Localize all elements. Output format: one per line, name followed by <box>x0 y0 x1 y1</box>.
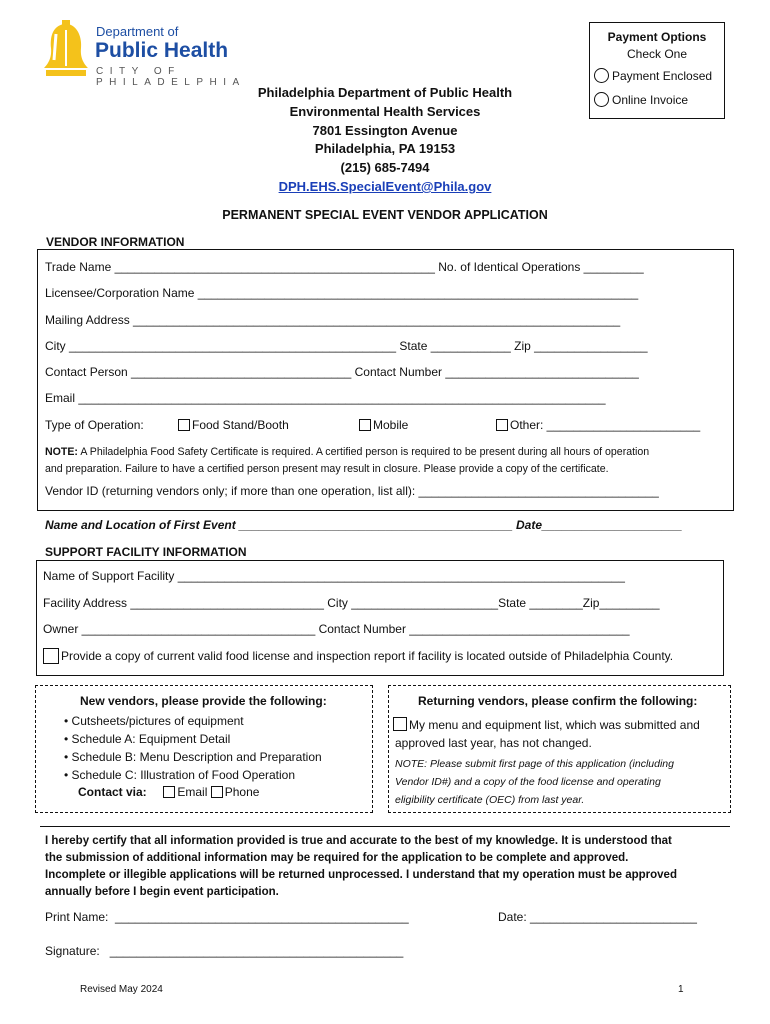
contact-phone-checkbox[interactable] <box>211 786 223 798</box>
org-name: Philadelphia Department of Public Health <box>257 85 513 100</box>
certification-rule <box>40 826 730 827</box>
revised-date: Revised May 2024 <box>80 984 163 995</box>
returning-confirm-checkbox[interactable] <box>393 717 407 731</box>
street-address: 7801 Essington Avenue <box>312 122 458 138</box>
division-name: Environmental Health Services <box>289 103 481 119</box>
logo-line-3: CITY OF PHILADELPHIA <box>96 66 246 88</box>
payment-options-box <box>589 22 725 119</box>
list-item: • Schedule C: Illustration of Food Operation <box>64 768 296 782</box>
type-of-operation-label: Type of Operation: <box>45 418 144 432</box>
owner-field[interactable]: Owner ___________________________________ Contact Number _________________________________ <box>43 622 630 636</box>
first-event-field[interactable]: Name and Location of First Event _________________________________________ Date_____________________ <box>45 518 683 532</box>
email-field[interactable]: Email _______________________________________________________________________________ <box>45 391 606 405</box>
logo-line-2: Public Health <box>95 39 229 62</box>
online-invoice-radio[interactable] <box>594 92 609 107</box>
returning-note: NOTE: Please submit first page of this application (including Vendor ID#) and a copy of the food license and operating eligibility certificate (OEC) from last year. <box>395 758 674 806</box>
mailing-address-field[interactable]: Mailing Address _________________________________________________________________________ <box>45 313 621 327</box>
contact-email-checkbox[interactable] <box>163 786 175 798</box>
new-vendors-list <box>64 712 322 784</box>
list-item: • Schedule B: Menu Description and Preparation <box>64 750 322 764</box>
online-invoice-option[interactable]: Online Invoice <box>594 92 688 107</box>
logo-line-1: Department of <box>96 24 179 39</box>
vendor-section-heading: VENDOR INFORMATION <box>46 235 185 249</box>
licensee-field[interactable]: Licensee/Corporation Name __________________________________________________________________ <box>45 286 639 300</box>
note-line-2: and preparation. Failure to have a certified person present may result in closure. Please provide a copy of the certificate. <box>45 463 609 475</box>
returning-vendors-heading: Returning vendors, please confirm the following: <box>418 694 698 708</box>
new-vendors-heading: New vendors, please provide the following: <box>80 694 327 708</box>
vendor-id-field[interactable]: Vendor ID (returning vendors only; if more than one operation, list all): ____________________________________ <box>45 484 659 498</box>
note-label: NOTE: <box>45 446 78 458</box>
phone-number: (215) 685-7494 <box>340 160 430 176</box>
type-mobile-option[interactable]: Mobile <box>359 418 408 432</box>
logo <box>42 20 332 88</box>
facility-license-checkbox[interactable] <box>43 648 59 664</box>
city-address: Philadelphia, PA 19153 <box>314 141 456 157</box>
other-checkbox[interactable] <box>496 419 508 431</box>
certificate-note <box>45 444 649 478</box>
liberty-bell-icon <box>42 20 94 78</box>
mobile-checkbox[interactable] <box>359 419 371 431</box>
form-title: PERMANENT SPECIAL EVENT VENDOR APPLICATION <box>222 208 548 222</box>
contact-via-row <box>78 785 259 799</box>
note-line-1: A Philadelphia Food Safety Certificate is required. A certified person is required to be present during all hours of operation <box>77 446 650 458</box>
payment-enclosed-radio[interactable] <box>594 68 609 83</box>
type-food-stand-option[interactable]: Food Stand/Booth <box>178 418 289 432</box>
signature-field[interactable]: Signature: ____________________________________________ <box>45 944 404 958</box>
support-facility-name-field[interactable]: Name of Support Facility ___________________________________________________________________ <box>43 569 625 583</box>
list-item: • Schedule A: Equipment Detail <box>64 732 231 746</box>
page-number: 1 <box>678 984 684 995</box>
payment-options-title: Payment Options <box>607 30 707 44</box>
city-state-zip-field[interactable]: City _________________________________________________ State ____________ Zip _________________ <box>45 339 648 353</box>
food-stand-checkbox[interactable] <box>178 419 190 431</box>
contact-email-option[interactable]: Email <box>163 785 207 799</box>
support-section-heading: SUPPORT FACILITY INFORMATION <box>45 545 247 559</box>
facility-license-option[interactable]: Provide a copy of current valid food license and inspection report if facility is located outside of Philadelphia County. <box>43 648 673 664</box>
certification-text: I hereby certify that all information provided is true and accurate to the best of my knowledge. It is understood that the submission of additional information may be required for the application to be complete and approved. Incomplete or illegible applications will be returned unprocessed. I understand that my operation must be approved annually before I begin event participation. <box>45 835 677 898</box>
payment-options-subtitle: Check One <box>626 47 688 61</box>
print-name-field[interactable]: Print Name: ____________________________________________ <box>45 910 409 924</box>
payment-enclosed-option[interactable]: Payment Enclosed <box>594 68 712 83</box>
returning-confirm-option[interactable]: My menu and equipment list, which was submitted and approved last year, has not changed. <box>395 718 700 750</box>
date-field[interactable]: Date: _________________________ <box>498 910 697 924</box>
address-block <box>200 84 570 197</box>
contact-phone-option[interactable]: Phone <box>211 785 260 799</box>
trade-name-field[interactable]: Trade Name ________________________________________________ No. of Identical Operations _________ <box>45 260 644 274</box>
contact-field[interactable]: Contact Person _________________________________ Contact Number _____________________________ <box>45 365 639 379</box>
email-link[interactable]: DPH.EHS.SpecialEvent@Phila.gov <box>278 178 492 194</box>
facility-address-field[interactable]: Facility Address _____________________________ City ______________________State ________Zip_________ <box>43 596 660 610</box>
list-item: • Cutsheets/pictures of equipment <box>64 714 244 728</box>
type-other-option[interactable]: Other: _______________________ <box>496 418 700 432</box>
contact-via-label: Contact via: <box>78 785 147 799</box>
